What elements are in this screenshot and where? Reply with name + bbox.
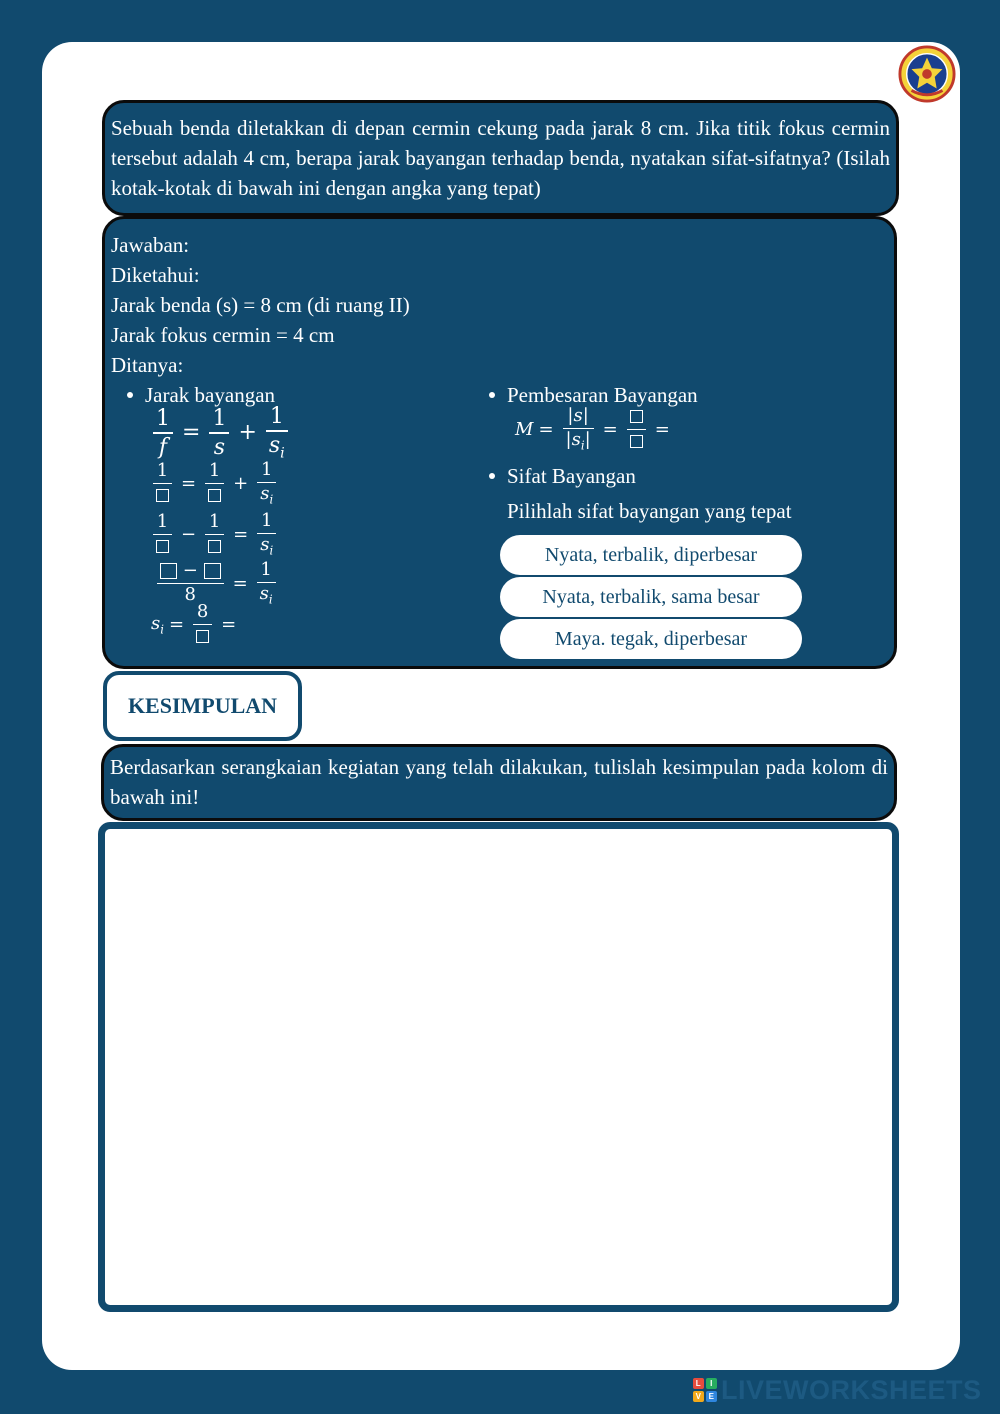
option-nyata-terbalik-sama-besar[interactable]: Nyata, terbalik, sama besar	[500, 577, 802, 617]
formula-step-common-denominator: $\frac{-}{8}$ = $\frac{1}{s_i}$	[153, 561, 280, 606]
fraction-1-si: $\frac{1}{s_i}$	[266, 405, 288, 461]
answer-blank-box[interactable]	[630, 410, 643, 423]
question-panel	[102, 100, 899, 216]
bullet-image-properties	[489, 464, 636, 489]
logo-tile-l: L	[693, 1378, 704, 1389]
conclusion-instruction-panel	[101, 744, 897, 821]
bullet-dot	[489, 392, 495, 398]
answer-blank-box[interactable]	[630, 435, 643, 448]
formula-step-rearrange: 1 − 1 = $\frac{1}{s_i}$	[149, 512, 280, 557]
mirror-formula: $\frac{1}{f}$ = $\frac{1}{s}$ + $\frac{1}{s_i}$	[149, 405, 292, 461]
given-focal-length: Jarak fokus cermin = 4 cm	[111, 323, 335, 347]
answer-blank-box[interactable]	[160, 563, 177, 579]
bullet-image-properties-label: Sifat Bayangan	[507, 464, 636, 488]
answer-blank-box[interactable]	[156, 489, 169, 502]
liveworksheets-logo-icon	[693, 1378, 717, 1402]
logo-tile-e: E	[706, 1391, 717, 1402]
university-seal-icon	[898, 45, 956, 103]
fraction-1-f: $\frac{1}{f}$	[153, 407, 173, 459]
bullet-dot	[489, 473, 495, 479]
liveworksheets-watermark	[693, 1374, 982, 1405]
answer-blank-box[interactable]	[196, 630, 209, 643]
conclusion-answer-field[interactable]	[98, 822, 899, 1312]
logo-tile-v: V	[693, 1391, 704, 1402]
given-object-distance: Jarak benda (s) = 8 cm (di ruang II)	[111, 293, 410, 317]
option-nyata-terbalik-diperbesar[interactable]: Nyata, terbalik, diperbesar	[500, 535, 802, 575]
properties-instruction: Pilihlah sifat bayangan yang tepat	[507, 499, 792, 523]
answer-blank-box[interactable]	[208, 540, 221, 553]
magnification-formula: M = $\frac{|s|}{|s_i|}$ = =	[515, 405, 670, 453]
ditanya-label: Ditanya:	[111, 353, 184, 377]
conclusion-instruction: Berdasarkan serangkaian kegiatan yang telah dilakukan, tulislah kesimpulan pada kolom di bawah ini!	[110, 755, 888, 809]
formula-step-substitute: 1 = 1 + $\frac{1}{s_i}$	[149, 461, 280, 506]
kesimpulan-heading: KESIMPULAN	[103, 671, 302, 741]
jawaban-label: Jawaban:	[111, 233, 190, 257]
bullet-image-distance-label: Jarak bayangan	[145, 383, 276, 407]
watermark-text: LIVEWORKSHEETS	[721, 1374, 982, 1405]
logo-tile-i: I	[706, 1378, 717, 1389]
fraction-1-s: $\frac{1}{s}$	[209, 407, 229, 459]
answer-blank-box[interactable]	[156, 540, 169, 553]
diketahui-label: Diketahui:	[111, 263, 200, 287]
answer-blank-box[interactable]	[208, 489, 221, 502]
question-text: Sebuah benda diletakkan di depan cermin cekung pada jarak 8 cm. Jika titik fokus cermin tersebut adalah 4 cm, berapa jarak bayangan terhadap benda, nyatakan sifat-sifatnya? (Isilah kotak-kotak di bawah ini dengan angka yang tepat)	[111, 116, 890, 200]
bullet-magnification-label: Pembesaran Bayangan	[507, 383, 698, 407]
option-maya-tegak-diperbesar[interactable]: Maya. tegak, diperbesar	[500, 619, 802, 659]
bullet-dot	[127, 392, 133, 398]
answer-blank-box[interactable]	[204, 563, 221, 579]
formula-step-result: $s_i$ = 8 =	[151, 603, 241, 646]
bullet-magnification	[489, 383, 698, 408]
